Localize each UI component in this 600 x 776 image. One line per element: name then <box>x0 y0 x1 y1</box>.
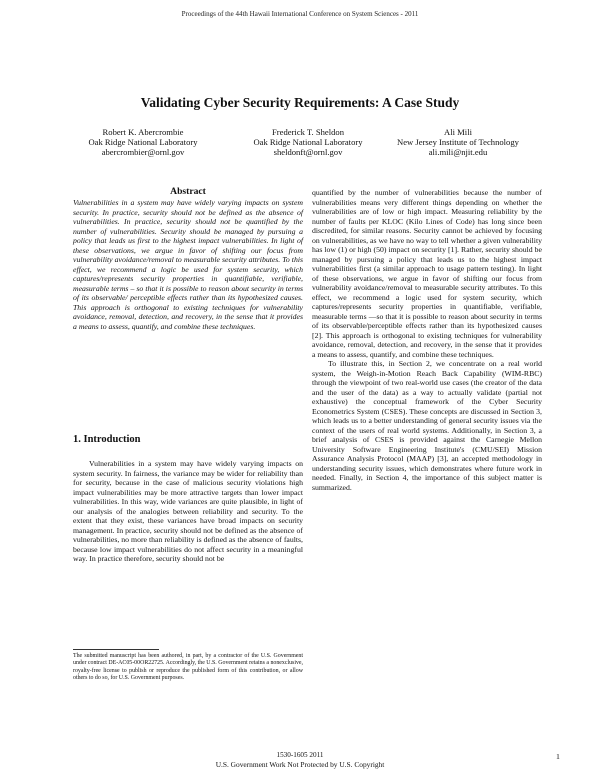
footer-code: 1530-1605 2011 <box>276 751 324 759</box>
footnote-divider <box>73 649 159 650</box>
author-affiliation: New Jersey Institute of Technology <box>397 137 519 148</box>
author-affiliation: Oak Ridge National Laboratory <box>253 137 363 148</box>
running-header: Proceedings of the 44th Hawaii International Conference on System Sciences - 2011 <box>181 10 419 18</box>
author-block-3 <box>363 127 553 158</box>
author-email: sheldonft@ornl.gov <box>273 147 343 158</box>
author-name: Ali Mili <box>444 127 472 137</box>
paragraph: quantified by the number of vulnerabilities because the number of vulnerabilities means very different things depending on whether the vulnerabilities are of low or high impact. Measuring reliability by the number of faults per KLOC (Kilo Lines of Code) has long since been discredited, for similar reasons. Security cannot be achieved by focusing on vulnerabilities, as we have no way to tell whether a given vulnerability has low (1) or high (50) impact on security [1]. Rather, security should be managed by pursuing a policy that leads us to the highest impact vulnerabilities first (a similar approach to usage pattern testing). In light of these observations, we argue in favor of shifting our focus from vulnerability avoidance/removal to measurable security attributes. To this effect, we recommend a logic used for system security, which captures/represents security properties in quantifiable, verifiable, measurable terms —so that it is possible to reason about security in terms of its observable/perceptible effects rather than its hypothesized causes [2]. This approach is orthogonal to existing techniques for vulnerability avoidance, removal, detection, and recovery, in the sense that it provides a means to assess, quantify, and combine these techniques. <box>312 188 542 359</box>
abstract-text: Vulnerabilities in a system may have widely varying impacts on system security. In practice, security should not be defined as the absence of vulnerabilities. In practice, security should not be quantified by the number of vulnerabilities. Security should be managed by pursuing a policy that leads us first to the highest impact vulnerabilities. In light of these observations, we argue in favor of shifting our focus from vulnerability avoidance/removal to measurable security attributes. To this effect, we recommend a logic be used for system security, which captures/represents security properties in quantifiable, verifiable, measurable terms – so that it is possible to reason about security in terms of its observable/ perceptible effects rather than its hypothesized causes. This approach is orthogonal to existing techniques for vulnerability avoidance, removal, detection, and recovery, in the sense that it provides a means to assess, quantify, and combine these techniques. <box>73 198 303 331</box>
author-name: Frederick T. Sheldon <box>272 127 344 137</box>
paper-title: Validating Cyber Security Requirements: A Case Study <box>140 95 460 110</box>
copyright-note: U.S. Government Work Not Protected by U.S. Copyright <box>215 760 385 769</box>
author-name: Robert K. Abercrombie <box>102 127 184 137</box>
introduction-heading: 1. Introduction <box>73 434 141 445</box>
author-block-1 <box>48 127 238 158</box>
abstract-heading: Abstract <box>170 186 206 197</box>
introduction-text: Vulnerabilities in a system may have widely varying impacts on system security. In fairness, the variance may be wider for reliability than for security, because in the case of malicious security violations high impact vulnerabilities may be more attractive targets than lower impact vulnerabilities. In this way, wide variances are quite plausible, in light of our analysis of the analogies between reliability and security. To the extent that they exist, these variances have broad impacts on security management. In practice, security should not be defined as the absence of vulnerabilities, no more than reliability is defined as the absence of faults, because low impact vulnerabilities do not affect security in a meaningful way. In practice therefore, security should not be <box>73 459 303 563</box>
author-affiliation: Oak Ridge National Laboratory <box>88 137 198 148</box>
right-column-text <box>312 188 542 492</box>
author-email: ali.mili@njit.edu <box>428 147 488 158</box>
footnote: The submitted manuscript has been authored, in part, by a contractor of the U.S. Government under contract DE-AC05-00OR22725. Accordingly, the U.S. Government retains a nonexclusive, royalty-free license to publish or reproduce the published form of this contribution, or allow others to do so, for U.S. Government purposes. <box>73 653 303 681</box>
author-email: abercrombier@ornl.gov <box>101 147 185 158</box>
paragraph: To illustrate this, in Section 2, we concentrate on a real world system, the Weigh-in-Motion Reach Back Capability (WIM-RBC) through the viewpoint of two real-world use cases (the creator of the data and the user of the data) as a way to actually validate (partial not exhaustive) the conceptual framework of the Cyber Security Econometrics System (CSES). These concepts are discussed in Section 3, which leads us to a better understanding of general security issues via the context of the users of real world systems. Additionally, in Section 3, a brief analysis of CSES is provided against the Carnegie Mellon University Software Engineering Institute's (CMU/SEI) Mission Assurance Analysis Protocol (MAAP) [3], an accepted methodology in understanding security issues, which demonstrates where future work in needed. Finally, in Section 4, the importance of this subject matter is summarized. <box>312 359 542 492</box>
page-number: 1 <box>556 752 560 761</box>
